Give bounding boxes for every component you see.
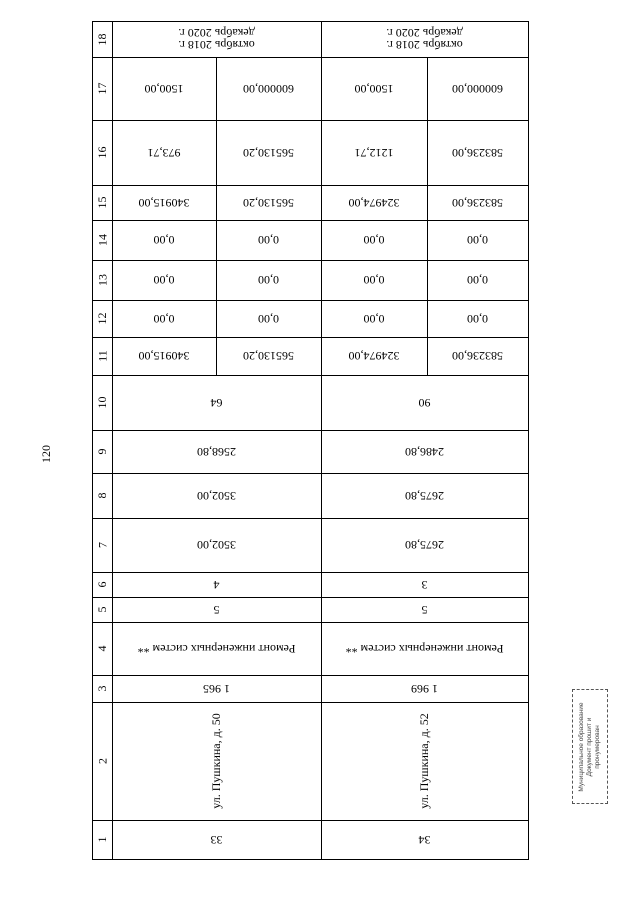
table-cell: 2675,80 bbox=[405, 538, 444, 553]
column-number: 9 bbox=[95, 448, 109, 455]
build-year: 1 965 bbox=[203, 682, 230, 696]
table-cell: 600000,00 bbox=[452, 82, 503, 96]
column-number: 1 bbox=[95, 836, 109, 843]
table-cell: 0,00 bbox=[467, 312, 488, 326]
work-type: Ремонт инженерных систем ** bbox=[137, 642, 296, 656]
address: ул. Пушкина, д. 52 bbox=[416, 713, 431, 809]
column-number: 6 bbox=[95, 581, 109, 588]
period-start: октябрь 2018 г. bbox=[178, 38, 255, 53]
table-cell: 324974,00 bbox=[348, 349, 400, 364]
table-cell: 1212,71 bbox=[354, 146, 394, 160]
table-cell: 0,00 bbox=[258, 233, 279, 248]
table-cell: 0,00 bbox=[363, 312, 385, 326]
column-number: 7 bbox=[95, 542, 109, 548]
record-number: 34 bbox=[418, 833, 431, 847]
address: ул. Пушкина, д. 50 bbox=[208, 713, 223, 809]
table-cell: 3502,00 bbox=[197, 538, 236, 553]
table-cell: 0,00 bbox=[258, 312, 279, 326]
stamp-line: пронумерован bbox=[594, 724, 601, 769]
table-cell: 583236,00 bbox=[452, 196, 503, 210]
table-cell: 2675,80 bbox=[405, 489, 444, 503]
table-cell: 0,00 bbox=[467, 273, 488, 288]
column-number: 13 bbox=[95, 274, 109, 286]
column-number: 15 bbox=[95, 196, 109, 209]
official-stamp bbox=[572, 689, 608, 804]
data-table bbox=[92, 21, 529, 860]
column-number: 12 bbox=[95, 312, 109, 325]
table-cell: 0,00 bbox=[153, 273, 175, 288]
column-number: 11 bbox=[95, 350, 109, 362]
table-cell: 340915,00 bbox=[138, 196, 190, 210]
table-cell: 0,00 bbox=[153, 312, 175, 326]
stamp-line: Документ прошит и bbox=[586, 717, 593, 776]
stamp-line: Муниципальное образование bbox=[578, 701, 585, 792]
table-cell: 1500,00 bbox=[354, 82, 394, 96]
table-cell: 565130,20 bbox=[243, 349, 294, 364]
table-cell: 340915,00 bbox=[138, 349, 190, 364]
table-cell: 565130,20 bbox=[243, 196, 294, 210]
column-number: 10 bbox=[95, 396, 109, 409]
work-type: Ремонт инженерных систем ** bbox=[345, 642, 504, 656]
build-year: 1 969 bbox=[411, 682, 438, 696]
table-cell: 0,00 bbox=[258, 273, 279, 288]
work-period bbox=[321, 22, 528, 57]
table-cell: 324974,00 bbox=[348, 196, 400, 210]
column-number: 2 bbox=[95, 758, 109, 764]
page-number: 120 bbox=[39, 445, 53, 463]
table-cell: 0,00 bbox=[363, 233, 385, 248]
table-cell: 3502,00 bbox=[197, 489, 236, 503]
table-cell: 4 bbox=[213, 578, 220, 592]
table-cell: 3 bbox=[421, 578, 428, 592]
table-cell: 2568,80 bbox=[197, 445, 236, 459]
period-end: декабрь 2020 г. bbox=[178, 26, 255, 41]
table-cell: 0,00 bbox=[467, 233, 488, 248]
column-number: 5 bbox=[95, 606, 109, 613]
work-period bbox=[112, 22, 321, 57]
table-cell: 5 bbox=[213, 603, 220, 617]
column-number: 17 bbox=[95, 82, 109, 95]
column-number: 8 bbox=[95, 492, 109, 499]
table-cell: 0,00 bbox=[363, 273, 385, 288]
column-number: 16 bbox=[95, 146, 109, 159]
period-start: октябрь 2018 г. bbox=[386, 38, 463, 53]
table-cell: 600000,00 bbox=[243, 82, 294, 96]
table-cell: 583236,00 bbox=[452, 146, 503, 160]
table-cell: 2486,80 bbox=[405, 445, 444, 459]
table-cell: 0,00 bbox=[153, 233, 175, 248]
table-cell: 973,71 bbox=[147, 146, 181, 160]
table-cell: 5 bbox=[421, 603, 428, 617]
column-number: 14 bbox=[95, 234, 109, 246]
table-cell: 565130,20 bbox=[243, 146, 294, 160]
table-cell: 90 bbox=[418, 396, 431, 410]
table-cell: 1500,00 bbox=[144, 82, 184, 96]
table-cell: 64 bbox=[210, 396, 223, 410]
column-number: 18 bbox=[95, 33, 109, 46]
table-cell: 583236,00 bbox=[452, 349, 503, 364]
period-end: декабрь 2020 г. bbox=[386, 26, 463, 41]
record-number: 33 bbox=[210, 833, 223, 847]
column-number: 4 bbox=[95, 645, 109, 652]
column-number: 3 bbox=[95, 685, 109, 692]
